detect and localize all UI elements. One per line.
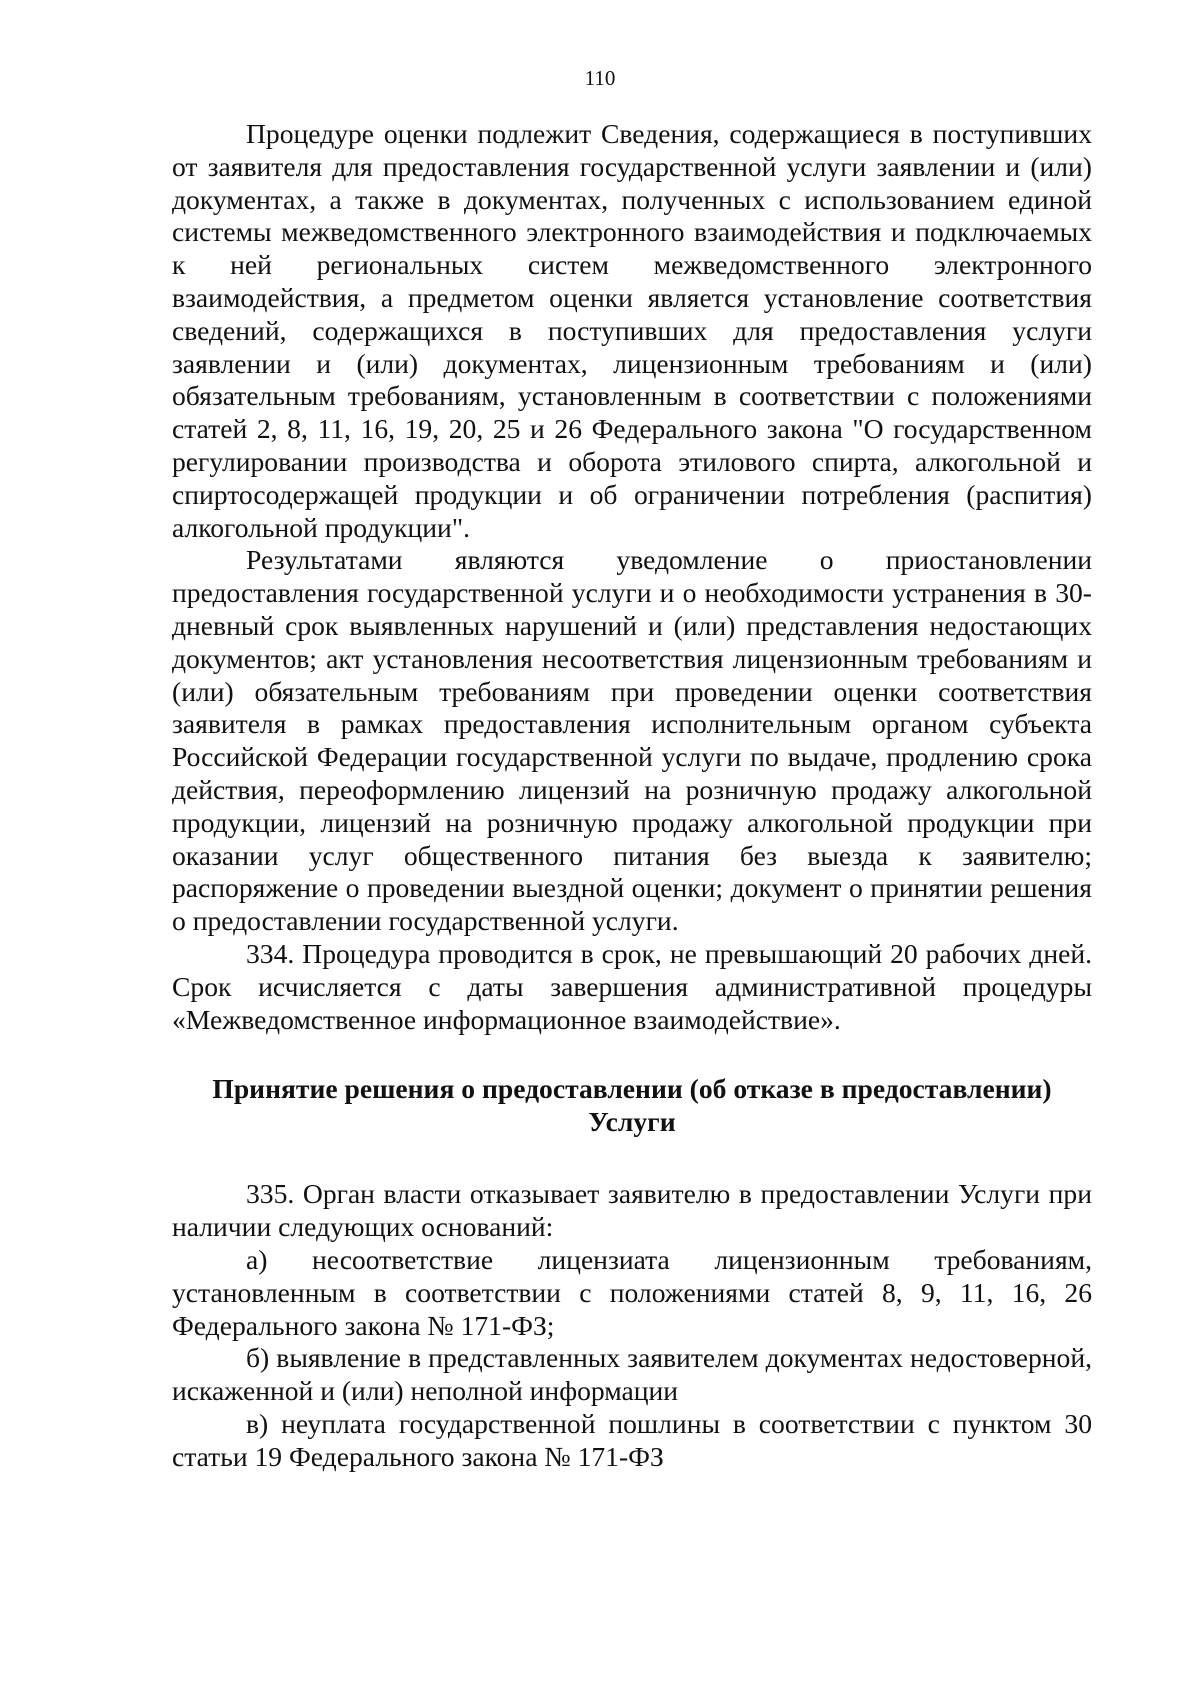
- document-body: [172, 118, 1092, 1473]
- list-item-v: в) неуплата государственной пошлины в соответствии с пунктом 30 статьи 19 Федерального закона № 171-ФЗ: [172, 1407, 1092, 1472]
- section-heading-line1: Принятие решения о предоставлении (об отказе в предоставлении): [212, 1073, 1052, 1105]
- list-item-a: а) несоответствие лицензиата лицензионным требованиям, установленным в соответствии с положениями статей 8, 9, 11, 16, 26 Федерального закона № 171-ФЗ;: [172, 1243, 1092, 1341]
- paragraph-assessment-subject: Процедуре оценки подлежит Сведения, содержащиеся в поступивших от заявителя для предоставления государственной услуги заявлении и (или) документах, а также в документах, полученных с использованием единой системы межведомственного электронного взаимодействия и подключаемых к ней региональных систем межведомственного электронного взаимодействия, а предметом оценки является установление соответствия сведений, содержащихся в поступивших для предоставления услуги заявлении и (или) документах, лицензионным требованиям и (или) обязательным требованиям, установленным в соответствии с положениями статей 2, 8, 11, 16, 19, 20, 25 и 26 Федерального закона "О государственном регулировании производства и оборота этилового спирта, алкогольной и спиртосодержащей продукции и об ограничении потребления (распития) алкогольной продукции".: [172, 118, 1092, 543]
- paragraph-335: 335. Орган власти отказывает заявителю в предоставлении Услуги при наличии следующих оснований:: [172, 1178, 1092, 1243]
- page-number: 110: [584, 66, 616, 90]
- paragraph-334: 334. Процедура проводится в срок, не превышающий 20 рабочих дней. Срок исчисляется с даты завершения административной процедуры «Межведомственное информационное взаимодействие».: [172, 937, 1092, 1035]
- paragraph-results: Результатами являются уведомление о приостановлении предоставления государственной услуги и о необходимости устранения в 30-дневный срок выявленных нарушений и (или) представления недостающих документов; акт установления несоответствия лицензионным требованиям и (или) обязательным требованиям при проведении оценки соответствия заявителя в рамках предоставления исполнительным органом субъекта Российской Федерации государственной услуги по выдаче, продлению срока действия, переоформлению лицензий на розничную продажу алкогольной продукции, лицензий на розничную продажу алкогольной продукции при оказании услуг общественного питания без выезда к заявителю; распоряжение о проведении выездной оценки; документ о принятии решения о предоставлении государственной услуги.: [172, 544, 1092, 937]
- section-heading: [172, 1072, 1092, 1138]
- list-item-b: б) выявление в представленных заявителем документах недостоверной, искаженной и (или) неполной информации: [172, 1342, 1092, 1407]
- section-heading-line2: Услуги: [588, 1106, 676, 1138]
